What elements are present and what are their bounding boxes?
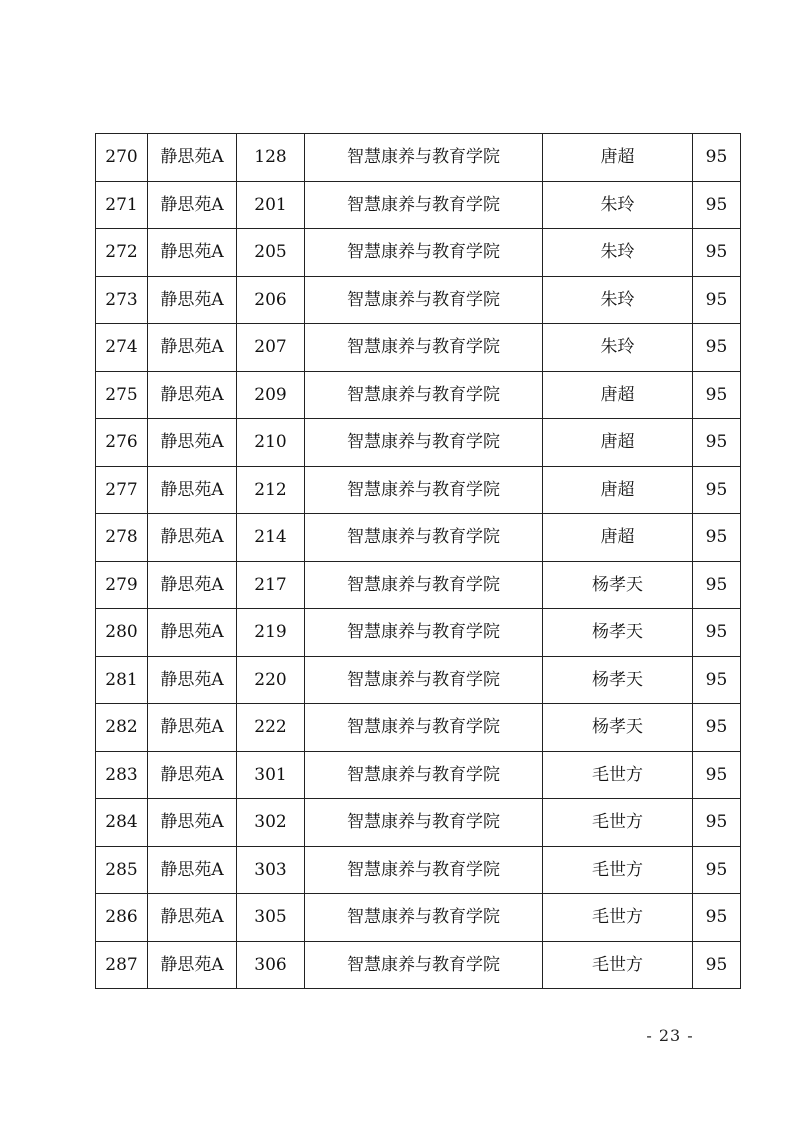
row-number-cell: 274 <box>96 324 148 372</box>
row-number-cell: 277 <box>96 466 148 514</box>
college-cell: 智慧康养与教育学院 <box>305 419 543 467</box>
building-cell: 静思苑A <box>148 846 237 894</box>
room-cell: 306 <box>237 941 305 989</box>
row-number-cell: 275 <box>96 371 148 419</box>
score-cell: 95 <box>693 181 741 229</box>
score-cell: 95 <box>693 419 741 467</box>
row-number-cell: 285 <box>96 846 148 894</box>
person-cell: 毛世方 <box>543 846 693 894</box>
table-row <box>96 656 741 704</box>
college-cell: 智慧康养与教育学院 <box>305 941 543 989</box>
college-cell: 智慧康养与教育学院 <box>305 276 543 324</box>
score-cell: 95 <box>693 799 741 847</box>
table-row <box>96 799 741 847</box>
college-cell: 智慧康养与教育学院 <box>305 799 543 847</box>
room-cell: 128 <box>237 134 305 182</box>
row-number-cell: 281 <box>96 656 148 704</box>
table-row <box>96 324 741 372</box>
person-cell: 朱玲 <box>543 324 693 372</box>
building-cell: 静思苑A <box>148 751 237 799</box>
person-cell: 朱玲 <box>543 181 693 229</box>
building-cell: 静思苑A <box>148 609 237 657</box>
table-row <box>96 609 741 657</box>
row-number-cell: 270 <box>96 134 148 182</box>
table-row <box>96 181 741 229</box>
person-cell: 唐超 <box>543 514 693 562</box>
score-cell: 95 <box>693 656 741 704</box>
college-cell: 智慧康养与教育学院 <box>305 609 543 657</box>
college-cell: 智慧康养与教育学院 <box>305 894 543 942</box>
building-cell: 静思苑A <box>148 514 237 562</box>
score-cell: 95 <box>693 466 741 514</box>
row-number-cell: 283 <box>96 751 148 799</box>
person-cell: 唐超 <box>543 466 693 514</box>
room-cell: 217 <box>237 561 305 609</box>
room-cell: 219 <box>237 609 305 657</box>
person-cell: 唐超 <box>543 419 693 467</box>
building-cell: 静思苑A <box>148 324 237 372</box>
row-number-cell: 272 <box>96 229 148 277</box>
person-cell: 毛世方 <box>543 751 693 799</box>
building-cell: 静思苑A <box>148 704 237 752</box>
row-number-cell: 286 <box>96 894 148 942</box>
row-number-cell: 276 <box>96 419 148 467</box>
building-cell: 静思苑A <box>148 371 237 419</box>
college-cell: 智慧康养与教育学院 <box>305 181 543 229</box>
score-cell: 95 <box>693 229 741 277</box>
room-cell: 206 <box>237 276 305 324</box>
score-cell: 95 <box>693 561 741 609</box>
table-row <box>96 561 741 609</box>
table-row <box>96 894 741 942</box>
room-cell: 207 <box>237 324 305 372</box>
table-body <box>96 134 741 989</box>
college-cell: 智慧康养与教育学院 <box>305 561 543 609</box>
person-cell: 唐超 <box>543 371 693 419</box>
building-cell: 静思苑A <box>148 941 237 989</box>
college-cell: 智慧康养与教育学院 <box>305 324 543 372</box>
room-cell: 305 <box>237 894 305 942</box>
score-cell: 95 <box>693 276 741 324</box>
row-number-cell: 273 <box>96 276 148 324</box>
person-cell: 朱玲 <box>543 229 693 277</box>
college-cell: 智慧康养与教育学院 <box>305 704 543 752</box>
person-cell: 毛世方 <box>543 799 693 847</box>
room-cell: 209 <box>237 371 305 419</box>
score-cell: 95 <box>693 134 741 182</box>
row-number-cell: 278 <box>96 514 148 562</box>
table-row <box>96 941 741 989</box>
building-cell: 静思苑A <box>148 894 237 942</box>
score-cell: 95 <box>693 609 741 657</box>
score-cell: 95 <box>693 751 741 799</box>
table-row <box>96 846 741 894</box>
table-row <box>96 704 741 752</box>
person-cell: 杨孝天 <box>543 656 693 704</box>
college-cell: 智慧康养与教育学院 <box>305 656 543 704</box>
building-cell: 静思苑A <box>148 419 237 467</box>
college-cell: 智慧康养与教育学院 <box>305 514 543 562</box>
building-cell: 静思苑A <box>148 229 237 277</box>
person-cell: 杨孝天 <box>543 609 693 657</box>
person-cell: 毛世方 <box>543 894 693 942</box>
building-cell: 静思苑A <box>148 561 237 609</box>
table-row <box>96 371 741 419</box>
person-cell: 杨孝天 <box>543 704 693 752</box>
row-number-cell: 271 <box>96 181 148 229</box>
building-cell: 静思苑A <box>148 799 237 847</box>
table-row <box>96 514 741 562</box>
room-cell: 212 <box>237 466 305 514</box>
college-cell: 智慧康养与教育学院 <box>305 229 543 277</box>
room-cell: 210 <box>237 419 305 467</box>
person-cell: 朱玲 <box>543 276 693 324</box>
row-number-cell: 280 <box>96 609 148 657</box>
score-cell: 95 <box>693 941 741 989</box>
college-cell: 智慧康养与教育学院 <box>305 466 543 514</box>
room-cell: 214 <box>237 514 305 562</box>
dormitory-score-table <box>95 133 741 989</box>
college-cell: 智慧康养与教育学院 <box>305 751 543 799</box>
row-number-cell: 284 <box>96 799 148 847</box>
person-cell: 杨孝天 <box>543 561 693 609</box>
room-cell: 301 <box>237 751 305 799</box>
score-cell: 95 <box>693 704 741 752</box>
college-cell: 智慧康养与教育学院 <box>305 134 543 182</box>
table-row <box>96 751 741 799</box>
table-row <box>96 229 741 277</box>
college-cell: 智慧康养与教育学院 <box>305 371 543 419</box>
room-cell: 303 <box>237 846 305 894</box>
row-number-cell: 282 <box>96 704 148 752</box>
college-cell: 智慧康养与教育学院 <box>305 846 543 894</box>
building-cell: 静思苑A <box>148 134 237 182</box>
table-row <box>96 134 741 182</box>
room-cell: 201 <box>237 181 305 229</box>
score-cell: 95 <box>693 371 741 419</box>
building-cell: 静思苑A <box>148 656 237 704</box>
room-cell: 302 <box>237 799 305 847</box>
building-cell: 静思苑A <box>148 276 237 324</box>
score-cell: 95 <box>693 324 741 372</box>
person-cell: 唐超 <box>543 134 693 182</box>
table-row <box>96 466 741 514</box>
row-number-cell: 279 <box>96 561 148 609</box>
table-row <box>96 276 741 324</box>
room-cell: 220 <box>237 656 305 704</box>
building-cell: 静思苑A <box>148 181 237 229</box>
person-cell: 毛世方 <box>543 941 693 989</box>
table-row <box>96 419 741 467</box>
room-cell: 222 <box>237 704 305 752</box>
room-cell: 205 <box>237 229 305 277</box>
score-cell: 95 <box>693 514 741 562</box>
page-number: - 23 - <box>646 1026 694 1045</box>
building-cell: 静思苑A <box>148 466 237 514</box>
row-number-cell: 287 <box>96 941 148 989</box>
score-cell: 95 <box>693 894 741 942</box>
score-cell: 95 <box>693 846 741 894</box>
